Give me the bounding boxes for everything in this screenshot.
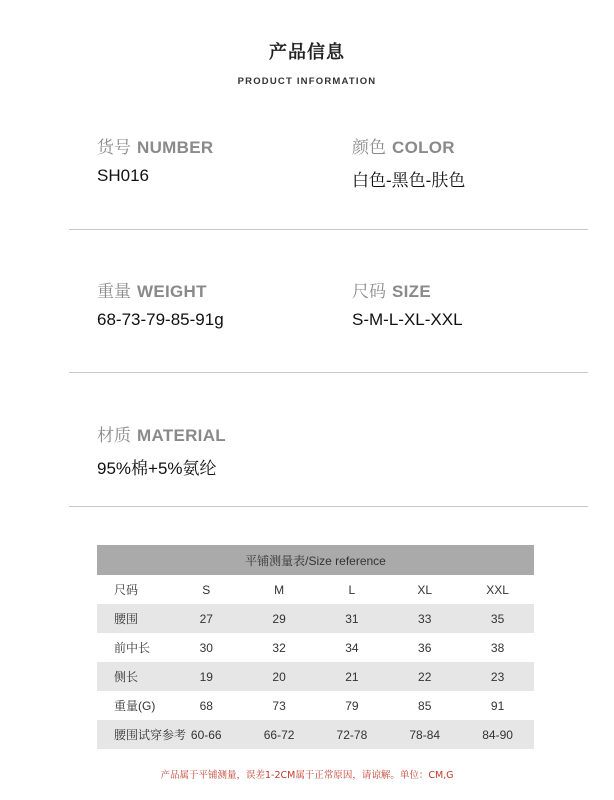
table-cell: 60-66 — [190, 727, 222, 742]
row-label: 重量(G) — [114, 699, 156, 713]
table-cell: 21 — [345, 669, 359, 684]
table-cell: 19 — [199, 669, 213, 684]
table-cell: 84-90 — [482, 727, 513, 742]
field-material — [97, 421, 226, 479]
field-size — [352, 277, 463, 330]
table-row — [97, 691, 534, 720]
field-weight-label — [97, 277, 224, 302]
table-cell: 33 — [418, 611, 432, 626]
size-col-header: XXL — [486, 582, 509, 597]
field-weight-value: 68-73-79-85-91g — [97, 310, 224, 329]
field-weight-label-en: WEIGHT — [137, 282, 207, 301]
row-label: 前中长 — [114, 641, 151, 655]
table-cell: 38 — [490, 640, 505, 655]
table-cell: 20 — [272, 669, 286, 684]
table-cell: 79 — [345, 698, 359, 713]
field-number-label-cn: 货号 — [97, 138, 131, 158]
table-cell: 30 — [199, 640, 213, 655]
size-col-header: M — [274, 582, 285, 597]
table-cell: 73 — [272, 698, 286, 713]
field-color — [352, 133, 465, 191]
table-cell: 29 — [272, 611, 286, 626]
field-weight — [97, 277, 224, 330]
field-color-label — [352, 133, 465, 158]
field-color-value: 白色-黑色-肤色 — [352, 171, 466, 190]
row-label: 腰围 — [114, 612, 139, 626]
measurement-note: 产品属于平铺测量，误差1-2CM属于正常原因，请谅解。单位：CM,G — [160, 770, 454, 781]
field-material-label-cn: 材质 — [97, 426, 131, 446]
size-table-size-label: 尺码 — [114, 583, 139, 597]
table-row — [97, 633, 534, 662]
table-cell: 32 — [272, 640, 286, 655]
field-material-label-en: MATERIAL — [137, 426, 226, 445]
size-table-header-bar — [97, 545, 534, 575]
size-table-title: 平铺测量表/Size reference — [245, 553, 386, 568]
table-cell: 27 — [199, 611, 213, 626]
field-material-value: 95%棉+5%氨纶 — [97, 459, 217, 478]
table-cell: 66-72 — [263, 727, 295, 742]
field-size-label — [352, 277, 463, 302]
table-cell: 68 — [199, 698, 213, 713]
size-table — [97, 545, 534, 749]
field-color-label-en: COLOR — [392, 138, 455, 157]
page-subtitle: PRODUCT INFORMATION — [237, 76, 377, 87]
divider — [69, 229, 588, 230]
table-cell: 22 — [418, 669, 432, 684]
page-title: 产品信息 — [269, 42, 345, 63]
field-number-label-en: NUMBER — [137, 138, 214, 157]
table-cell: 35 — [490, 611, 505, 626]
table-cell: 85 — [418, 698, 432, 713]
size-col-header: S — [202, 582, 211, 597]
field-color-label-cn: 颜色 — [352, 138, 386, 158]
table-cell: 31 — [345, 611, 359, 626]
field-number — [97, 133, 213, 186]
table-cell: 91 — [490, 698, 505, 713]
field-number-value: SH016 — [97, 166, 149, 185]
divider — [69, 372, 588, 373]
row-label: 腰围试穿参考 — [114, 728, 187, 742]
size-table-size-row — [97, 575, 534, 604]
size-col-header: XL — [417, 582, 433, 597]
table-cell: 78-84 — [409, 727, 441, 742]
table-cell: 72-78 — [336, 727, 368, 742]
table-row — [97, 720, 534, 749]
size-col-header: L — [348, 582, 356, 597]
table-cell: 23 — [490, 669, 505, 684]
table-row — [97, 662, 534, 691]
field-size-label-cn: 尺码 — [352, 282, 386, 302]
field-material-label — [97, 421, 226, 446]
table-cell: 36 — [418, 640, 432, 655]
field-size-label-en: SIZE — [392, 282, 431, 301]
divider — [69, 506, 588, 507]
field-size-value: S-M-L-XL-XXL — [352, 310, 463, 329]
row-label: 侧长 — [114, 670, 139, 684]
table-cell: 34 — [345, 640, 359, 655]
field-number-label — [97, 133, 213, 158]
field-weight-label-cn: 重量 — [97, 282, 131, 302]
table-row — [97, 604, 534, 633]
